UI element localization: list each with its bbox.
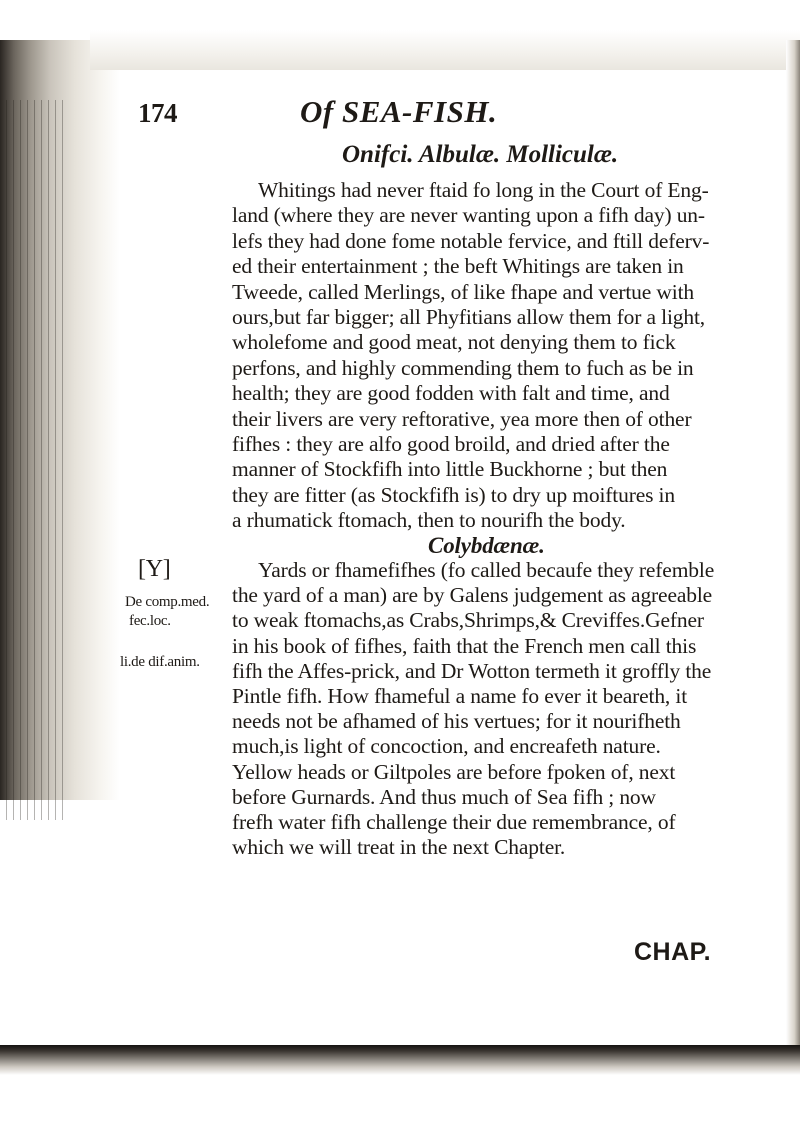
page-right-edge bbox=[786, 40, 800, 1060]
page-number: 174 bbox=[138, 98, 177, 128]
text-line: Pintle fifh. How fhameful a name fo ever it beareth, it bbox=[232, 684, 688, 708]
text-line: frefh water fifh challenge their due remembrance, of bbox=[232, 810, 676, 834]
text-line: to weak ftomachs,as Crabs,Shrimps,& Creviffes.Gefner bbox=[232, 608, 704, 633]
text-line: a rhumatick ftomach, then to nourifh the body. bbox=[232, 508, 626, 533]
text-line: their livers are very reftorative, yea more then of other bbox=[232, 406, 692, 431]
text-line: Yellow heads or Giltpoles are before fpoken of, next bbox=[232, 759, 676, 784]
text-line: Whitings had never ftaid fo long in the Court of Eng- bbox=[258, 178, 709, 202]
text-line: needs not be afhamed of his vertues; for it nourifheth bbox=[232, 709, 681, 734]
text-line: manner of Stockfifh into little Buckhorne ; but then bbox=[232, 457, 668, 482]
text-line: fifh the Affes-prick, and Dr Wotton termeth it groffly the bbox=[232, 658, 712, 683]
text-line: perfons, and highly commending them to fuch as be in bbox=[232, 355, 694, 380]
text-line: the yard of a man) are by Galens judgement as agreeable bbox=[232, 583, 713, 608]
binding-texture bbox=[6, 100, 66, 820]
text-line: health; they are good fodden with falt and time, and bbox=[232, 381, 670, 406]
text-line: ed their entertainment ; the beft Whitings are taken in bbox=[232, 254, 684, 279]
text-line: before Gurnards. And thus much of Sea fifh ; now bbox=[232, 784, 656, 809]
margin-note-reference-3: li.de dif.anim. bbox=[120, 654, 200, 670]
margin-note-reference: De comp.med. bbox=[125, 594, 210, 610]
text-line: much,is light of concoction, and encreafeth nature. bbox=[232, 734, 661, 759]
text-line: they are fitter (as Stockfifh is) to dry up moiftures in bbox=[232, 482, 675, 507]
binding-shadow bbox=[0, 40, 120, 800]
page-top-edge bbox=[90, 30, 800, 70]
text-line: which we will treat in the next Chapter. bbox=[232, 835, 566, 860]
text-line: lefs they had done fome notable fervice, and ftill deferv- bbox=[232, 228, 710, 253]
section-heading-2: Colybdænæ. bbox=[428, 533, 545, 558]
running-head: Of SEA-FISH. bbox=[300, 94, 498, 129]
section-heading: Onifci. Albulæ. Molliculæ. bbox=[342, 141, 619, 168]
text-line: wholefome and good meat, not denying them to fick bbox=[232, 330, 676, 355]
margin-marker: [Y] bbox=[138, 556, 171, 582]
text-line: in his book of fifhes, faith that the French men call this bbox=[232, 633, 697, 658]
text-line: ours,but far bigger; all Phyfitians allow them for a light, bbox=[232, 305, 706, 329]
margin-note-reference-2: fec.loc. bbox=[129, 613, 171, 629]
page-bottom-edge bbox=[0, 1045, 800, 1075]
catchword: CHAP. bbox=[634, 938, 712, 966]
text-line: Yards or fhamefifhes (fo called becaufe they refemble bbox=[258, 558, 715, 582]
text-line: land (where they are never wanting upon a fifh day) un- bbox=[232, 203, 705, 228]
text-line: fifhes : they are alfo good broild, and dried after the bbox=[232, 432, 670, 456]
text-line: Tweede, called Merlings, of like fhape and vertue with bbox=[232, 279, 695, 304]
